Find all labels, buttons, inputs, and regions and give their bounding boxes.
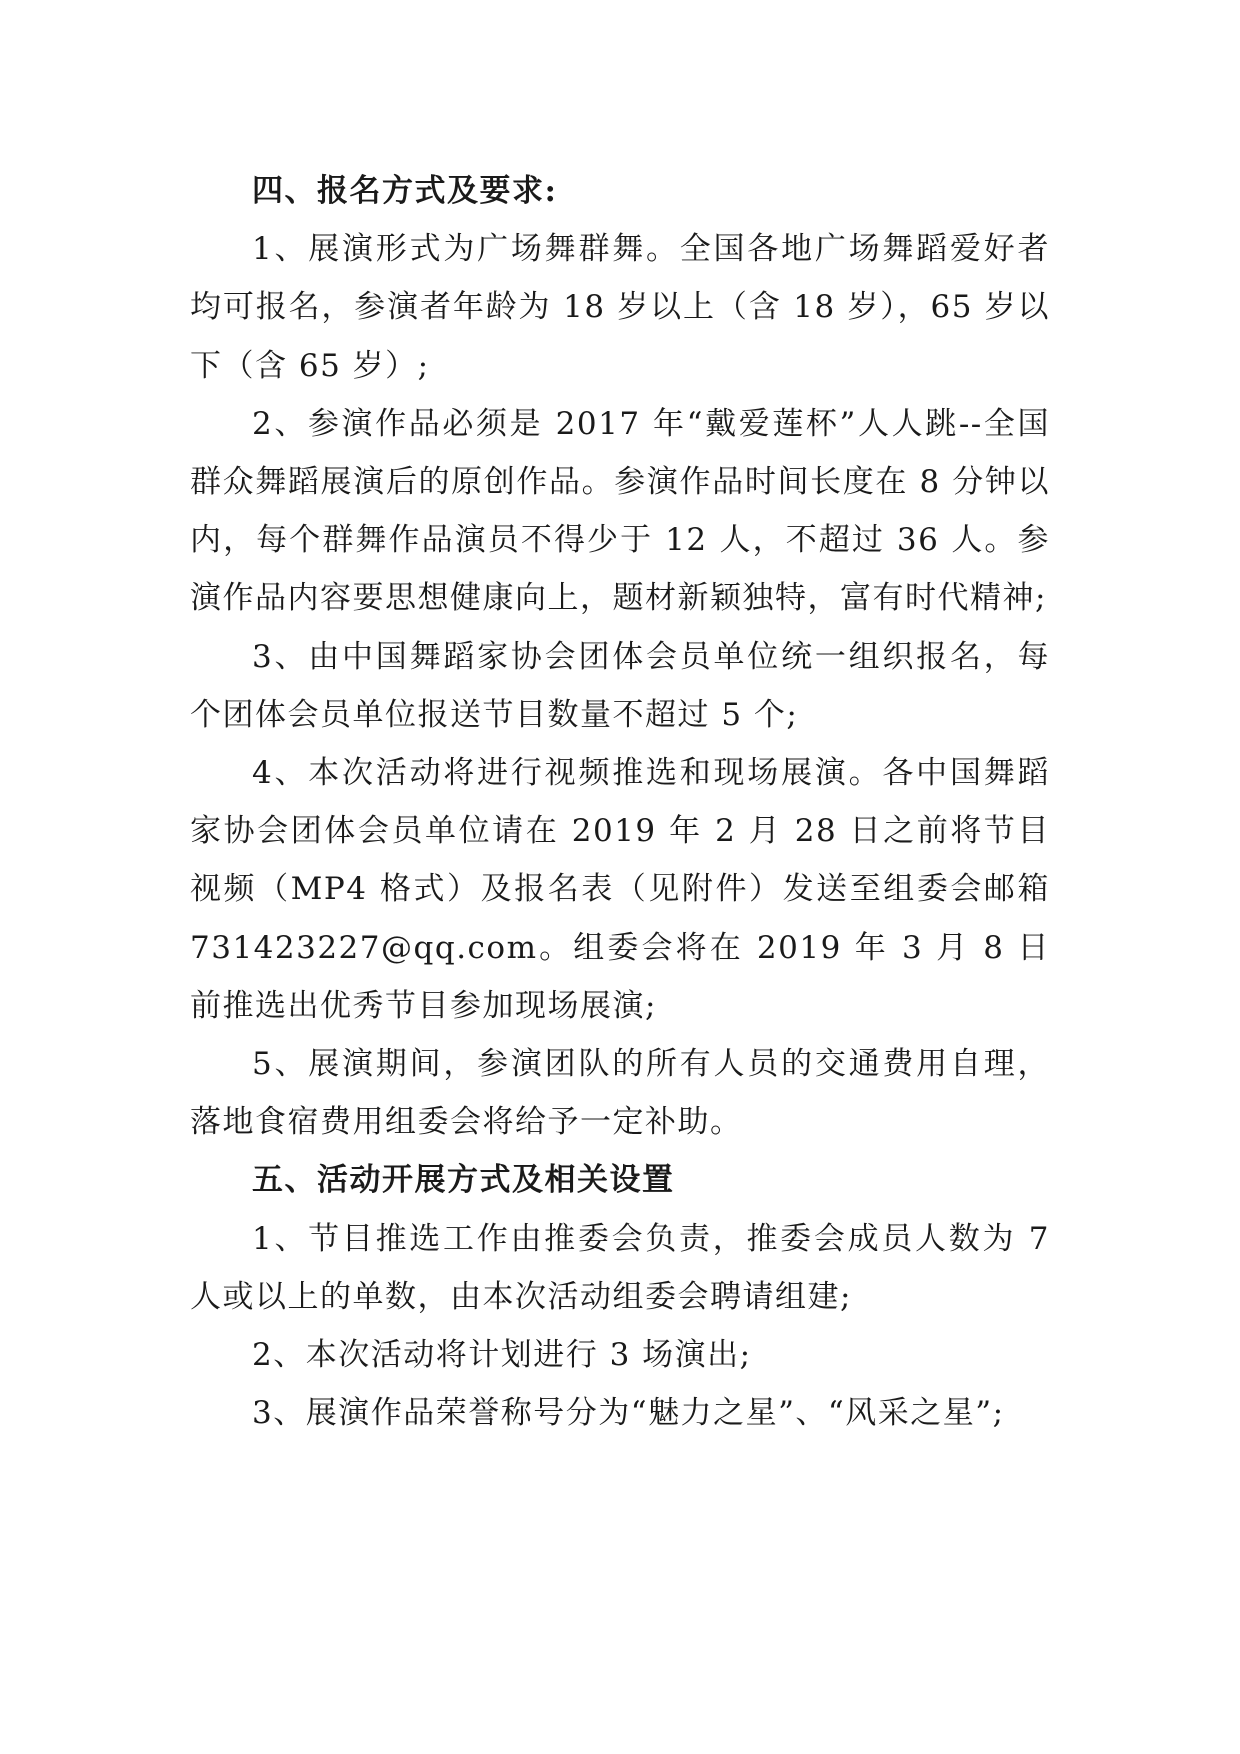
registration-item-3: 3、由中国舞蹈家协会团体会员单位统一组织报名，每个团体会员单位报送节目数量不超过 5 个; <box>190 638 1050 733</box>
registration-item-4: 4、本次活动将进行视频推选和现场展演。各中国舞蹈家协会团体会员单位请在 2019 年 2 月 28 日之前将节目视频（MP4 格式）及报名表（见附件）发送至组委会邮箱 731423227@qq.com。组委会将在 2019 年 3 月 8 日前推选出优秀节目参加现场展演; <box>190 755 1050 1024</box>
registration-item-5: 5、展演期间，参演团队的所有人员的交通费用自理，落地食宿费用组委会将给予一定补助。 <box>190 1046 1050 1141</box>
document-body <box>190 162 1050 1442</box>
activity-item-3: 3、展演作品荣誉称号分为“魅力之星”、“风采之星”; <box>252 1395 1005 1432</box>
section-heading-registration: 四、报名方式及要求: <box>252 173 558 209</box>
section-heading-activity: 五、活动开展方式及相关设置 <box>252 1162 675 1199</box>
registration-item-2: 2、参演作品必须是 2017 年“戴爱莲杯”人人跳--全国群众舞蹈展演后的原创作品。参演作品时间长度在 8 分钟以内，每个群舞作品演员不得少于 12 人，不超过 36 人。参演作品内容要思想健康向上，题材新颖独特，富有时代精神; <box>190 405 1050 617</box>
registration-item-1: 1、展演形式为广场舞群舞。全国各地广场舞蹈爱好者均可报名，参演者年龄为 18 岁以上（含 18 岁），65 岁以下（含 65 岁）; <box>190 231 1050 384</box>
activity-item-1: 1、节目推选工作由推委会负责，推委会成员人数为 7 人或以上的单数，由本次活动组委会聘请组建; <box>190 1220 1050 1315</box>
activity-item-2: 2、本次活动将计划进行 3 场演出; <box>252 1337 752 1374</box>
